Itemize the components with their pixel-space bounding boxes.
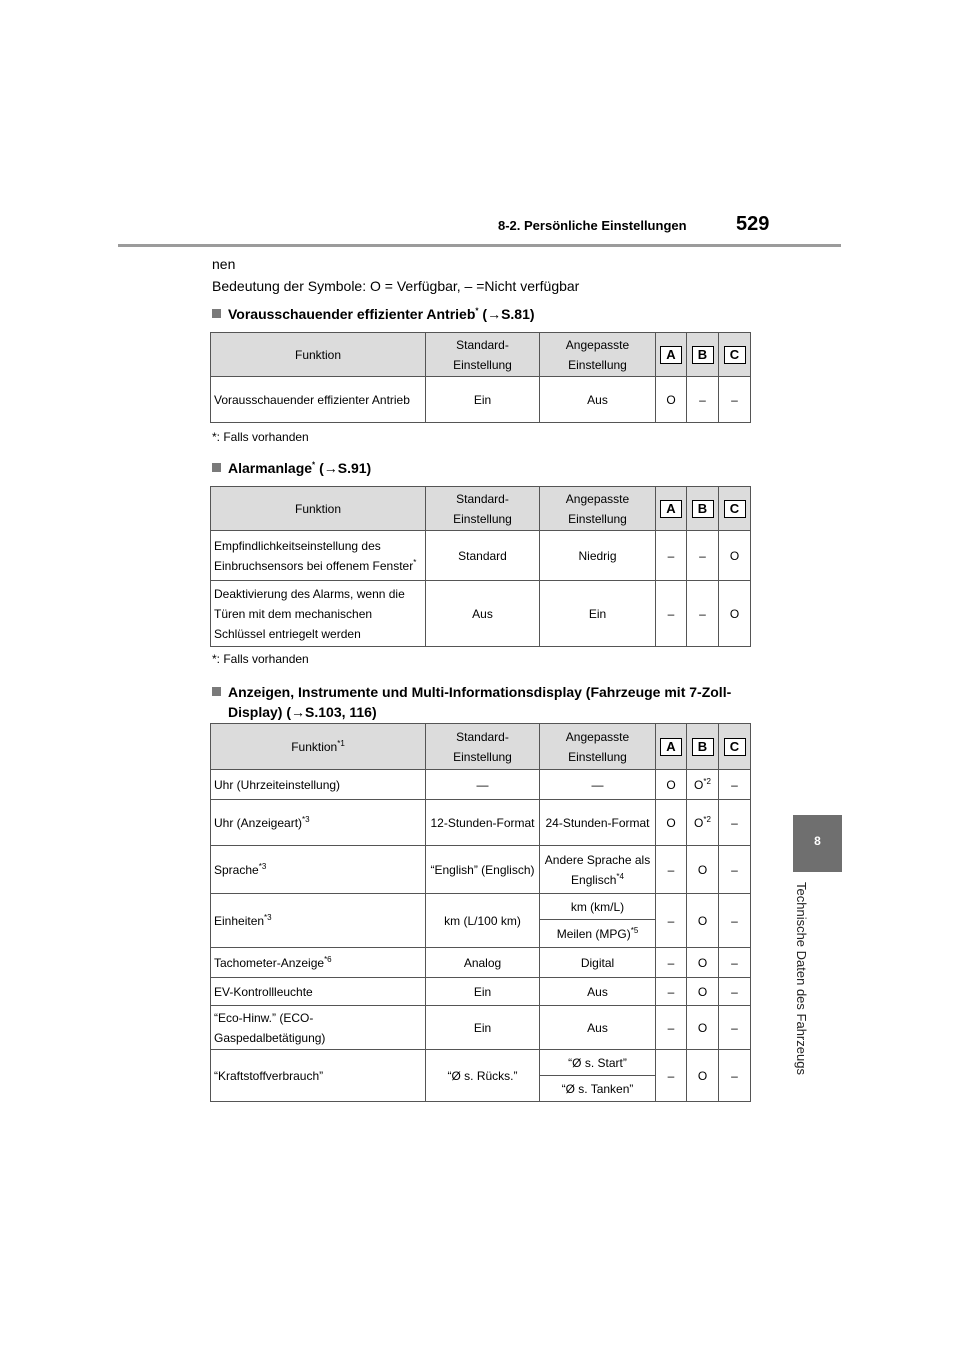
section-heading-1 bbox=[212, 306, 535, 322]
cell-funktion-text: Empfindlichkeitseinstellung des Einbruchsensors bei offenem Fenster bbox=[214, 538, 414, 573]
cell-b-text: O bbox=[694, 815, 704, 830]
cell-a: – bbox=[656, 531, 687, 581]
cell-funktion-text: Tachometer-Anzeige bbox=[214, 955, 325, 970]
cell-c: – bbox=[719, 846, 751, 894]
section-title: Anzeigen, Instrumente und Multi-Informationsdisplay (Fahrzeuge mit 7-Zoll-Display) (→S.103, 116) bbox=[228, 684, 732, 720]
cell-c: – bbox=[719, 1006, 751, 1050]
cell-a: – bbox=[656, 978, 687, 1006]
cell-a: O bbox=[656, 770, 687, 800]
table-row bbox=[211, 1006, 751, 1050]
section-heading-3 bbox=[212, 682, 748, 722]
table-row bbox=[211, 948, 751, 978]
table-row bbox=[211, 770, 751, 800]
cell-funktion bbox=[211, 894, 426, 948]
cell-a: O bbox=[656, 377, 687, 423]
col-c-icon: C bbox=[724, 500, 746, 518]
cell-a: – bbox=[656, 948, 687, 978]
cell-standard: km (L/100 km) bbox=[426, 894, 540, 948]
cell-angepasst: Aus bbox=[540, 1006, 656, 1050]
cell-b: O bbox=[687, 1006, 719, 1050]
cell-funktion bbox=[211, 846, 426, 894]
section-heading-2 bbox=[212, 460, 371, 476]
col-a-icon: A bbox=[660, 738, 682, 756]
cell-c: – bbox=[719, 377, 751, 423]
chapter-title-vertical bbox=[795, 882, 810, 1094]
table-row bbox=[211, 1050, 751, 1076]
cell-standard: — bbox=[426, 770, 540, 800]
col-funktion-label: Funktion bbox=[291, 739, 338, 754]
cell-standard: Aus bbox=[426, 581, 540, 647]
cell-a: – bbox=[656, 581, 687, 647]
cell-angepasst: km (km/L) bbox=[540, 894, 656, 920]
footnote-mark: *5 bbox=[630, 925, 639, 935]
cell-funktion: “Kraftstoffverbrauch” bbox=[211, 1050, 426, 1102]
cell-b: O bbox=[687, 978, 719, 1006]
cell-b: – bbox=[687, 377, 719, 423]
chapter-tab: 8 bbox=[793, 815, 842, 872]
cell-funktion bbox=[211, 800, 426, 846]
col-c-icon: C bbox=[724, 738, 746, 756]
cell-b bbox=[687, 800, 719, 846]
table-row bbox=[211, 800, 751, 846]
footnote-mark: *3 bbox=[264, 912, 272, 922]
page-reference: (→S.81) bbox=[482, 306, 535, 322]
cell-funktion: “Eco-Hinw.” (ECO-Gaspedalbetätigung) bbox=[211, 1006, 426, 1050]
chapter-title: Technische Daten des Fahrzeugs bbox=[794, 882, 809, 1075]
footnote-mark: * bbox=[475, 306, 479, 316]
footnote: *: Falls vorhanden bbox=[212, 430, 309, 444]
footnote-mark: *2 bbox=[703, 776, 711, 786]
cell-b: O bbox=[687, 846, 719, 894]
cell-a: – bbox=[656, 846, 687, 894]
cell-a: – bbox=[656, 1006, 687, 1050]
cell-standard: “English” (Englisch) bbox=[426, 846, 540, 894]
table-row bbox=[211, 581, 751, 647]
cell-angepasst-text: Meilen (MPG) bbox=[556, 926, 631, 941]
section-header: 8-2. Persönliche Einstellungen bbox=[498, 218, 687, 233]
table-row bbox=[211, 846, 751, 894]
cell-c: – bbox=[719, 948, 751, 978]
col-b-icon: B bbox=[692, 500, 714, 518]
footnote-mark: *3 bbox=[258, 861, 267, 871]
cell-angepasst: Aus bbox=[540, 978, 656, 1006]
col-c-icon: C bbox=[724, 346, 746, 364]
col-funktion: Funktion bbox=[211, 333, 426, 377]
cell-b: O bbox=[687, 894, 719, 948]
cell-a: – bbox=[656, 1050, 687, 1102]
section-title: Alarmanlage bbox=[228, 460, 313, 476]
cell-c: – bbox=[719, 894, 751, 948]
cell-funktion: Uhr (Uhrzeiteinstellung) bbox=[211, 770, 426, 800]
cell-c: – bbox=[719, 1050, 751, 1102]
cell-c: – bbox=[719, 770, 751, 800]
table-row bbox=[211, 978, 751, 1006]
continuation-text: nen bbox=[212, 256, 236, 272]
cell-angepasst: “Ø s. Tanken” bbox=[540, 1076, 656, 1102]
cell-b: O bbox=[687, 1050, 719, 1102]
footnote-mark: *2 bbox=[703, 814, 711, 824]
table-row bbox=[211, 894, 751, 920]
col-a-icon: A bbox=[660, 346, 682, 364]
bullet-square-icon bbox=[212, 309, 221, 318]
table-row bbox=[211, 531, 751, 581]
cell-c: O bbox=[719, 581, 751, 647]
cell-standard: Standard bbox=[426, 531, 540, 581]
cell-angepasst: Aus bbox=[540, 377, 656, 423]
cell-c: – bbox=[719, 978, 751, 1006]
cell-angepasst: Ein bbox=[540, 581, 656, 647]
cell-a: O bbox=[656, 800, 687, 846]
table-header-row bbox=[211, 333, 751, 377]
footnote: *: Falls vorhanden bbox=[212, 652, 309, 666]
col-funktion bbox=[211, 724, 426, 770]
cell-funktion bbox=[211, 948, 426, 978]
cell-standard: Analog bbox=[426, 948, 540, 978]
cell-angepasst bbox=[540, 846, 656, 894]
footnote-mark: *1 bbox=[337, 738, 345, 748]
cell-funktion: EV-Kontrollleuchte bbox=[211, 978, 426, 1006]
footnote-mark: * bbox=[312, 460, 316, 470]
table-header-row bbox=[211, 487, 751, 531]
col-angepasst: Angepasste Einstellung bbox=[540, 333, 656, 377]
col-standard: Standard-Einstellung bbox=[426, 724, 540, 770]
cell-angepasst: “Ø s. Start” bbox=[540, 1050, 656, 1076]
col-angepasst: Angepasste Einstellung bbox=[540, 487, 656, 531]
settings-table-2 bbox=[210, 486, 751, 647]
cell-angepasst: Niedrig bbox=[540, 531, 656, 581]
col-b-icon: B bbox=[692, 346, 714, 364]
header-divider bbox=[118, 244, 841, 247]
cell-funktion-text: Sprache bbox=[214, 862, 259, 877]
cell-standard: “Ø s. Rücks.” bbox=[426, 1050, 540, 1102]
cell-c: – bbox=[719, 800, 751, 846]
table-header-row bbox=[211, 724, 751, 770]
cell-funktion: Vorausschauender effizienter Antrieb bbox=[211, 377, 426, 423]
cell-b: – bbox=[687, 581, 719, 647]
cell-angepasst: Digital bbox=[540, 948, 656, 978]
bullet-square-icon bbox=[212, 463, 221, 472]
settings-table-1 bbox=[210, 332, 751, 423]
cell-standard: 12-Stunden-Format bbox=[426, 800, 540, 846]
cell-funktion: Deaktivierung des Alarms, wenn die Türen mit dem mechanischen Schlüssel entriegelt werden bbox=[211, 581, 426, 647]
cell-angepasst-text: Andere Sprache als Englisch bbox=[544, 852, 651, 887]
cell-angepasst bbox=[540, 920, 656, 948]
table-row bbox=[211, 377, 751, 423]
col-standard: Standard-Einstellung bbox=[426, 487, 540, 531]
cell-standard: Ein bbox=[426, 377, 540, 423]
footnote-mark: *6 bbox=[324, 954, 332, 964]
bullet-square-icon bbox=[212, 687, 221, 696]
section-title: Vorausschauender effizienter Antrieb bbox=[228, 306, 476, 322]
page-reference: (→S.91) bbox=[319, 460, 372, 476]
cell-funktion bbox=[211, 531, 426, 581]
cell-a: – bbox=[656, 894, 687, 948]
cell-angepasst: 24-Stunden-Format bbox=[540, 800, 656, 846]
col-a-icon: A bbox=[660, 500, 682, 518]
col-funktion: Funktion bbox=[211, 487, 426, 531]
cell-b-text: O bbox=[694, 777, 704, 792]
cell-b: O bbox=[687, 948, 719, 978]
settings-table-3 bbox=[210, 723, 751, 1102]
cell-b: – bbox=[687, 531, 719, 581]
cell-c: O bbox=[719, 531, 751, 581]
col-b-icon: B bbox=[692, 738, 714, 756]
cell-standard: Ein bbox=[426, 978, 540, 1006]
cell-b bbox=[687, 770, 719, 800]
symbol-legend: Bedeutung der Symbole: O = Verfügbar, – =Nicht verfügbar bbox=[212, 278, 580, 294]
col-standard: Standard-Einstellung bbox=[426, 333, 540, 377]
col-angepasst: Angepasste Einstellung bbox=[540, 724, 656, 770]
page-number: 529 bbox=[736, 213, 770, 235]
footnote-mark: *4 bbox=[616, 871, 624, 881]
footnote-mark: *3 bbox=[302, 814, 310, 824]
cell-funktion-text: Uhr (Anzeigeart) bbox=[214, 815, 303, 830]
cell-standard: Ein bbox=[426, 1006, 540, 1050]
cell-funktion-text: Einheiten bbox=[214, 913, 265, 928]
footnote-mark: * bbox=[413, 557, 417, 567]
cell-angepasst: — bbox=[540, 770, 656, 800]
